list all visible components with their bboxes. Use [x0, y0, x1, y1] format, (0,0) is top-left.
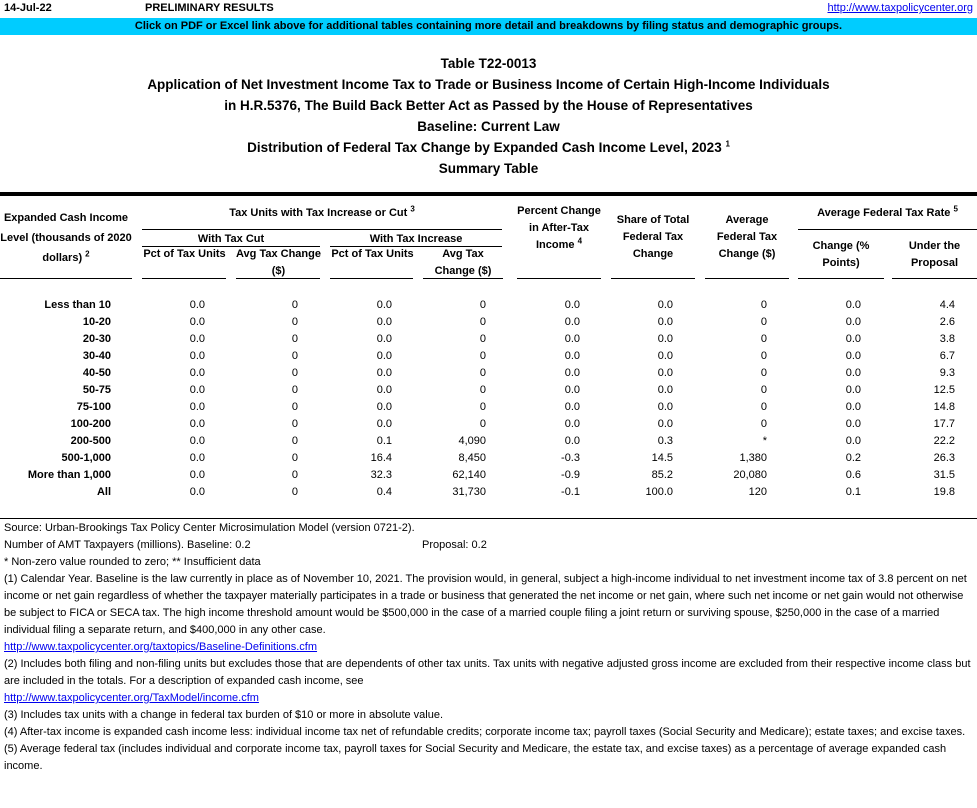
inc-avg: 0	[479, 384, 486, 396]
rate-under: 12.5	[933, 384, 955, 396]
pct-after-tax: -0.9	[561, 469, 580, 481]
cut-pct: 0.0	[189, 333, 205, 345]
cut-avg: 0	[291, 452, 298, 464]
distribution-text: Distribution of Federal Tax Change by Expanded Cash Income Level, 2023	[247, 140, 722, 155]
col-cut-pct: Pct of Tax Units	[143, 248, 226, 260]
divider	[517, 278, 601, 279]
inc-avg: 8,450	[458, 452, 486, 464]
cut-avg: 0	[291, 316, 298, 328]
cut-pct: 0.0	[189, 486, 205, 498]
cut-avg: 0	[291, 486, 298, 498]
table-row	[0, 349, 977, 366]
inc-pct: 0.0	[376, 350, 392, 362]
pct-after-tax: 0.0	[564, 367, 580, 379]
pct-after-tax: 0.0	[564, 316, 580, 328]
title-line-2: in H.R.5376, The Build Back Better Act as Passed by the House of Representatives	[224, 98, 753, 113]
rate-under: 26.3	[933, 452, 955, 464]
pct-after-tax: 0.0	[564, 401, 580, 413]
baseline-line: Baseline: Current Law	[417, 119, 560, 134]
col-avg-fed-change: Average Federal Tax Change ($)	[716, 214, 778, 260]
share-total: 0.0	[657, 367, 673, 379]
cut-pct: 0.0	[189, 367, 205, 379]
inc-avg: 0	[479, 367, 486, 379]
rate-change: 0.0	[845, 367, 861, 379]
inc-avg: 62,140	[452, 469, 486, 481]
inc-pct: 0.0	[376, 299, 392, 311]
inc-pct: 0.0	[376, 333, 392, 345]
pct-after-tax: -0.1	[561, 486, 580, 498]
inc-pct: 0.4	[376, 486, 392, 498]
table-id: Table T22-0013	[440, 56, 537, 71]
cut-pct: 0.0	[189, 299, 205, 311]
footnote-ref: 3	[410, 204, 415, 214]
divider	[798, 278, 884, 279]
inc-avg: 4,090	[458, 435, 486, 447]
income-level: 10-20	[82, 316, 111, 328]
rate-under: 17.7	[933, 418, 955, 430]
col-rate-change: Change (% Points)	[812, 240, 870, 269]
footnote-ref: 4	[577, 236, 583, 246]
rate-change: 0.0	[845, 418, 861, 430]
rate-change: 0.6	[845, 469, 861, 481]
divider	[330, 278, 413, 279]
legend-note: * Non-zero value rounded to zero; ** Insufficient data	[4, 556, 261, 568]
divider	[0, 278, 132, 279]
cut-avg: 0	[291, 418, 298, 430]
avg-change: 20,080	[733, 469, 767, 481]
amt-note	[4, 537, 974, 554]
inc-avg: 0	[479, 418, 486, 430]
cut-avg: 0	[291, 384, 298, 396]
inc-pct: 32.3	[370, 469, 392, 481]
inc-pct: 0.0	[376, 401, 392, 413]
avg-change: 0	[760, 316, 767, 328]
share-total: 100.0	[645, 486, 673, 498]
divider	[423, 278, 503, 279]
income-level: 500-1,000	[61, 452, 111, 464]
rate-under: 31.5	[933, 469, 955, 481]
inc-avg: 0	[479, 299, 486, 311]
table-row	[0, 451, 977, 468]
rate-under: 6.7	[939, 350, 955, 362]
divider	[236, 278, 320, 279]
report-date: 14-Jul-22	[4, 2, 52, 14]
cut-pct: 0.0	[189, 452, 205, 464]
share-total: 0.0	[657, 316, 673, 328]
table-titles	[0, 53, 977, 179]
inc-pct: 0.0	[376, 418, 392, 430]
table-body	[0, 298, 977, 502]
income-definition-link[interactable]: http://www.taxpolicycenter.org/TaxModel/income.cfm	[4, 692, 259, 704]
table-row	[0, 315, 977, 332]
inc-avg: 0	[479, 316, 486, 328]
footnote-4: (4) After-tax income is expanded cash income less: individual income tax net of refundable credits; corporate income tax; payroll taxes (Social Security and Medicare); estate taxes; and excise taxes.	[4, 726, 966, 738]
pct-after-tax: -0.3	[561, 452, 580, 464]
cut-avg: 0	[291, 469, 298, 481]
footnote-ref: 5	[953, 204, 958, 214]
rate-under: 4.4	[939, 299, 955, 311]
rate-change: 0.2	[845, 452, 861, 464]
avg-change: 0	[760, 333, 767, 345]
footnote-5: (5) Average federal tax (includes individual and corporate income tax, payroll taxes for Social Security and Medicare, the estate tax, and excise taxes) as a percentage of average expanded cash income.	[4, 743, 947, 772]
col-pct-change-aftertax-text: Percent Change in After-Tax Income	[517, 205, 601, 251]
table-row	[0, 332, 977, 349]
header-rule	[0, 192, 977, 196]
rate-change: 0.0	[845, 316, 861, 328]
footnote-ref: 1	[725, 139, 730, 149]
income-level: 75-100	[76, 401, 111, 413]
share-total: 0.0	[657, 418, 673, 430]
cut-pct: 0.0	[189, 384, 205, 396]
cut-pct: 0.0	[189, 469, 205, 481]
col-group-with-cut: With Tax Cut	[197, 233, 265, 245]
footnotes	[4, 520, 974, 775]
share-total: 85.2	[651, 469, 673, 481]
income-level: All	[96, 486, 111, 498]
avg-change: *	[762, 435, 767, 447]
cut-pct: 0.0	[189, 418, 205, 430]
cut-avg: 0	[291, 333, 298, 345]
pct-after-tax: 0.0	[564, 350, 580, 362]
avg-change: 0	[760, 384, 767, 396]
rate-change: 0.1	[845, 486, 861, 498]
share-total: 0.0	[657, 299, 673, 311]
rate-under: 22.2	[933, 435, 955, 447]
divider	[892, 278, 977, 279]
pct-after-tax: 0.0	[564, 333, 580, 345]
col-group-with-increase: With Tax Increase	[369, 233, 463, 245]
footnote-3: (3) Includes tax units with a change in federal tax burden of $10 or more in absolute value.	[4, 709, 444, 721]
share-total: 0.0	[657, 384, 673, 396]
table-row	[0, 383, 977, 400]
cut-avg: 0	[291, 350, 298, 362]
inc-avg: 0	[479, 333, 486, 345]
footnote-2: (2) Includes both filing and non-filing units but excludes those that are dependents of other tax units. Tax units with negative adjusted gross income are excluded from their respective income class but are included in the totals. For a description of expanded cash income, see	[4, 658, 971, 687]
inc-pct: 0.0	[376, 367, 392, 379]
amt-baseline: Number of AMT Taxpayers (millions). Baseline: 0.2	[4, 539, 251, 551]
col-group-tax-units-text: Tax Units with Tax Increase or Cut	[229, 207, 408, 219]
col-cut-avg: Avg Tax Change ($)	[236, 248, 321, 277]
share-total: 0.0	[657, 401, 673, 413]
preliminary-label: PRELIMINARY RESULTS	[145, 2, 274, 14]
title-line-1: Application of Net Investment Income Tax to Trade or Business Income of Certain High-Income Individuals	[147, 77, 830, 92]
share-total: 0.3	[657, 435, 673, 447]
income-level: Less than 10	[44, 299, 111, 311]
avg-change: 0	[760, 350, 767, 362]
pct-after-tax: 0.0	[564, 384, 580, 396]
table-row	[0, 468, 977, 485]
site-link[interactable]: http://www.taxpolicycenter.org	[827, 2, 973, 14]
col-inc-avg: Avg Tax Change ($)	[434, 248, 492, 277]
cut-pct: 0.0	[189, 401, 205, 413]
cut-pct: 0.0	[189, 316, 205, 328]
income-level: 100-200	[70, 418, 111, 430]
inc-avg: 31,730	[452, 486, 486, 498]
divider	[611, 278, 695, 279]
inc-pct: 0.0	[376, 384, 392, 396]
table-row	[0, 298, 977, 315]
table-bottom-rule	[0, 518, 977, 519]
baseline-definitions-link[interactable]: http://www.taxpolicycenter.org/taxtopics/Baseline-Definitions.cfm	[4, 641, 318, 653]
col-share-total: Share of Total Federal Tax Change	[616, 214, 690, 260]
table-row	[0, 417, 977, 434]
amt-proposal: Proposal: 0.2	[422, 539, 487, 551]
income-level: 20-30	[82, 333, 111, 345]
cut-avg: 0	[291, 401, 298, 413]
col-rate-under: Under the Proposal	[908, 240, 961, 269]
source-note: Source: Urban-Brookings Tax Policy Center Microsimulation Model (version 0721-2).	[4, 522, 415, 534]
table-row	[0, 400, 977, 417]
col-pct-change-aftertax	[517, 203, 601, 254]
inc-pct: 16.4	[370, 452, 392, 464]
rate-under: 2.6	[939, 316, 955, 328]
cut-avg: 0	[291, 367, 298, 379]
col-inc-pct: Pct of Tax Units	[331, 248, 414, 260]
info-banner: Click on PDF or Excel link above for additional tables containing more detail and breakdowns by filing status and demographic groups.	[0, 18, 977, 35]
footnote-1: (1) Calendar Year. Baseline is the law currently in place as of November 10, 2021. The provision would, in general, subject a high-income individual to net investment income tax of 3.8 percent on net income or net gain regardless of whether the taxpayer materially participates in a trade or business that generated the net income or net gain, where such net income or net gain would not otherwise be subject to FICA or SECA tax. The high income threshold amount would be $500,000 in the case of a married couple filing a joint return or surviving spouse, $250,000 in the case of a married individual filing a separate return, and $400,000 in any other case.	[4, 573, 967, 636]
col-income-level-text: Expanded Cash Income Level (thousands of 2020 dollars)	[0, 212, 132, 264]
income-level: 50-75	[82, 384, 111, 396]
col-income-level	[0, 208, 132, 268]
inc-avg: 0	[479, 350, 486, 362]
avg-change: 0	[760, 299, 767, 311]
avg-change: 0	[760, 367, 767, 379]
avg-change: 1,380	[739, 452, 767, 464]
inc-pct: 0.1	[376, 435, 392, 447]
income-level: 40-50	[82, 367, 111, 379]
rate-under: 9.3	[939, 367, 955, 379]
rate-change: 0.0	[845, 401, 861, 413]
distribution-line	[0, 137, 977, 158]
rate-change: 0.0	[845, 384, 861, 396]
divider	[798, 229, 977, 230]
divider	[142, 278, 226, 279]
rate-under: 14.8	[933, 401, 955, 413]
rate-under: 19.8	[933, 486, 955, 498]
rate-change: 0.0	[845, 333, 861, 345]
income-level: 200-500	[70, 435, 111, 447]
cut-pct: 0.0	[189, 435, 205, 447]
col-group-avg-rate	[798, 203, 977, 223]
table-row	[0, 434, 977, 451]
col-group-tax-units	[142, 203, 502, 223]
col-group-avg-rate-text: Average Federal Tax Rate	[817, 207, 951, 219]
avg-change: 0	[760, 401, 767, 413]
inc-pct: 0.0	[376, 316, 392, 328]
table-row-total	[0, 485, 977, 502]
cut-avg: 0	[291, 435, 298, 447]
table-row	[0, 366, 977, 383]
share-total: 0.0	[657, 350, 673, 362]
avg-change: 0	[760, 418, 767, 430]
top-bar	[0, 0, 977, 18]
pct-after-tax: 0.0	[564, 435, 580, 447]
cut-pct: 0.0	[189, 350, 205, 362]
share-total: 0.0	[657, 333, 673, 345]
divider	[705, 278, 789, 279]
income-level: 30-40	[82, 350, 111, 362]
rate-under: 3.8	[939, 333, 955, 345]
share-total: 14.5	[651, 452, 673, 464]
rate-change: 0.0	[845, 435, 861, 447]
inc-avg: 0	[479, 401, 486, 413]
rate-change: 0.0	[845, 350, 861, 362]
avg-change: 120	[748, 486, 767, 498]
income-level: More than 1,000	[27, 469, 111, 481]
cut-avg: 0	[291, 299, 298, 311]
footnote-ref: 2	[85, 249, 90, 259]
pct-after-tax: 0.0	[564, 299, 580, 311]
summary-table-label: Summary Table	[438, 161, 539, 176]
pct-after-tax: 0.0	[564, 418, 580, 430]
rate-change: 0.0	[845, 299, 861, 311]
